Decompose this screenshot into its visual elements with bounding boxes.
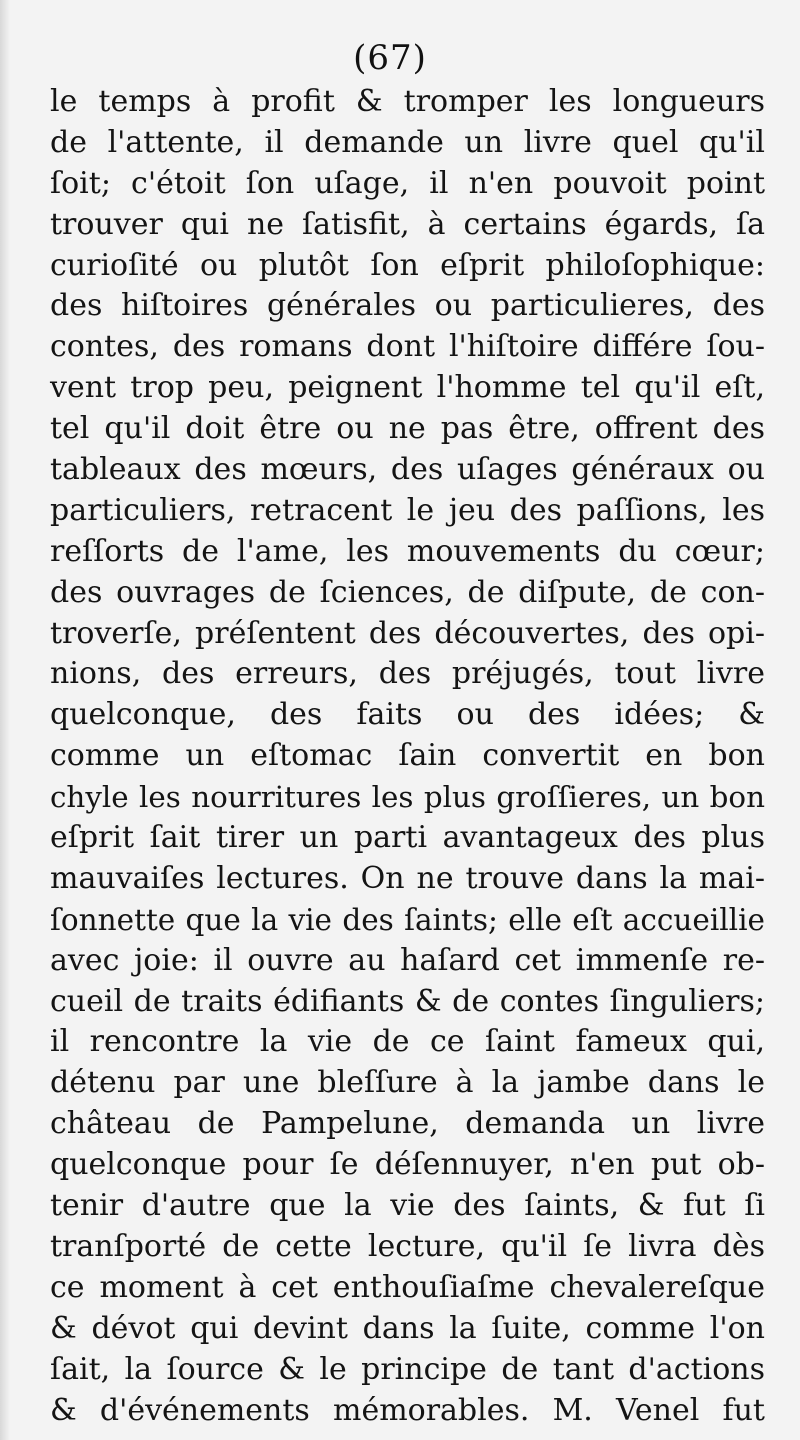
text-line: château de Pampelune, demanda un livre bbox=[50, 1106, 765, 1142]
text-line: des ouvrages de ſciences, de diſpute, de con- bbox=[50, 574, 765, 610]
text-line: particuliers, retracent le jeu des paſſions, les bbox=[50, 492, 765, 528]
body-text bbox=[50, 82, 765, 1431]
text-line: troverſe, préſentent des découvertes, des opi- bbox=[50, 615, 765, 651]
text-line: tenir d'autre que la vie des ſaints, & fut ſi bbox=[50, 1188, 765, 1224]
text-line: il rencontre la vie de ce ſaint fameux qui, bbox=[50, 1024, 765, 1060]
text-line: tranſporté de cette lecture, qu'il ſe livra dès bbox=[50, 1228, 765, 1264]
text-line: de l'attente, il demande un livre quel qu'il bbox=[50, 124, 765, 160]
text-line: ce moment à cet enthouſiaſme chevalereſque bbox=[50, 1269, 765, 1305]
text-line: mauvaiſes lectures. On ne trouve dans la mai- bbox=[50, 860, 765, 896]
text-line: & d'événements mémorables. M. Venel fut bbox=[50, 1392, 765, 1428]
text-line: comme un eſtomac ſain convertit en bon bbox=[50, 738, 765, 774]
text-line: vent trop peu, peignent l'homme tel qu'il eſt, bbox=[50, 370, 765, 406]
text-line: trouver qui ne ſatisfit, à certains égards, ſa bbox=[50, 206, 765, 242]
text-line: le temps à profit & tromper les longueurs bbox=[50, 84, 765, 119]
text-line: chyle les nourritures les plus groſſieres, un bon bbox=[50, 780, 765, 815]
text-line: ſait, la ſource & le principe de tant d'actions bbox=[50, 1351, 765, 1387]
text-line: avec joie: il ouvre au haſard cet immenſe re- bbox=[50, 942, 765, 978]
text-line: des hiſtoires générales ou particulieres, des bbox=[50, 288, 765, 324]
text-line: curioſité ou plutôt ſon eſprit philoſophique: bbox=[50, 247, 765, 283]
text-line: eſprit ſait tirer un parti avantageux des plus bbox=[50, 820, 765, 856]
page-edge-shadow bbox=[0, 0, 10, 1440]
text-line: & dévot qui devint dans la ſuite, comme l'on bbox=[50, 1310, 765, 1346]
text-line: quelconque, des faits ou des idées; & bbox=[50, 697, 765, 733]
text-line: reſſorts de l'ame, les mouvements du cœur; bbox=[50, 533, 765, 569]
text-line: contes, des romans dont l'hiſtoire différe ſou- bbox=[50, 329, 765, 365]
text-line: nions, des erreurs, des préjugés, tout livre bbox=[50, 656, 765, 692]
text-line: tableaux des mœurs, des uſages généraux ou bbox=[50, 452, 765, 488]
text-line: cueil de traits édifiants & de contes ſinguliers; bbox=[50, 983, 765, 1019]
text-line: ſoit; c'étoit ſon uſage, il n'en pouvoit point bbox=[50, 165, 765, 201]
text-line: ſonnette que la vie des ſaints; elle eſt accueillie bbox=[50, 902, 765, 937]
text-line: tel qu'il doit être ou ne pas être, offrent des bbox=[50, 411, 765, 447]
text-line: quelconque pour ſe déſennuyer, n'en put ob- bbox=[50, 1147, 765, 1183]
text-line: détenu par une bleſſure à la jambe dans le bbox=[50, 1065, 765, 1101]
page-number: (67) bbox=[353, 38, 427, 78]
